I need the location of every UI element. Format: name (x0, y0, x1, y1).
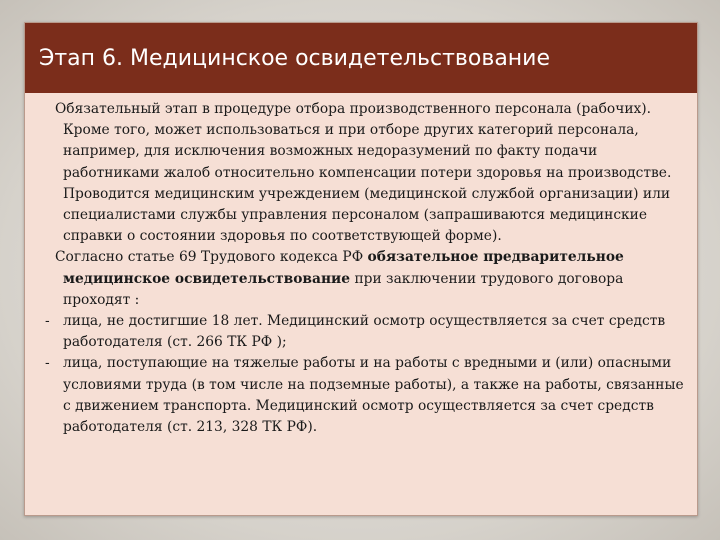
list-dash: - (45, 355, 50, 372)
paragraph-law-bold: обязательное предварительное медицинское освидетельствование (63, 249, 624, 287)
paragraph-law-prefix: Согласно статье 69 Трудового кодекса РФ (55, 249, 368, 266)
paragraph-law (41, 247, 687, 311)
paragraph-intro (41, 99, 687, 247)
slide-title: Этап 6. Медицинское освидетельствование (39, 45, 551, 71)
slide (24, 22, 698, 516)
title-bar (25, 23, 697, 93)
slide-content (41, 99, 687, 438)
list-item-text-2: лица, поступающие на тяжелые работы и на работы с вредными и (или) опасными условиями труда (в том числе на подземные работы), а также на работы, связанные с движением транспорта. Медицинский осмотр осуществляется за счет средств работодателя (ст. 213, 328 ТК РФ). (63, 355, 684, 436)
list-item (41, 353, 687, 438)
list-item (41, 311, 687, 353)
list-item-text-1: лица, не достигшие 18 лет. Медицинский осмотр осуществляется за счет средств работодателя (ст. 266 ТК РФ ); (63, 313, 666, 351)
paragraph-law-suffix: при заключении трудового договора проходят : (63, 270, 624, 308)
paragraph-intro-text: Обязательный этап в процедуре отбора производственного персонала (рабочих). Кроме того, может использоваться и при отборе других категорий персонала, например, для исключения возможных недоразумений по факту подачи работниками жалоб относительно компенсации потери здоровья на производстве. Проводится медицинским учреждением (медицинской службой организации) или специалистами службы управления персоналом (запрашиваются медицинские справки о состоянии здоровья по соответствующей форме). (55, 101, 672, 245)
list-dash: - (45, 313, 50, 330)
